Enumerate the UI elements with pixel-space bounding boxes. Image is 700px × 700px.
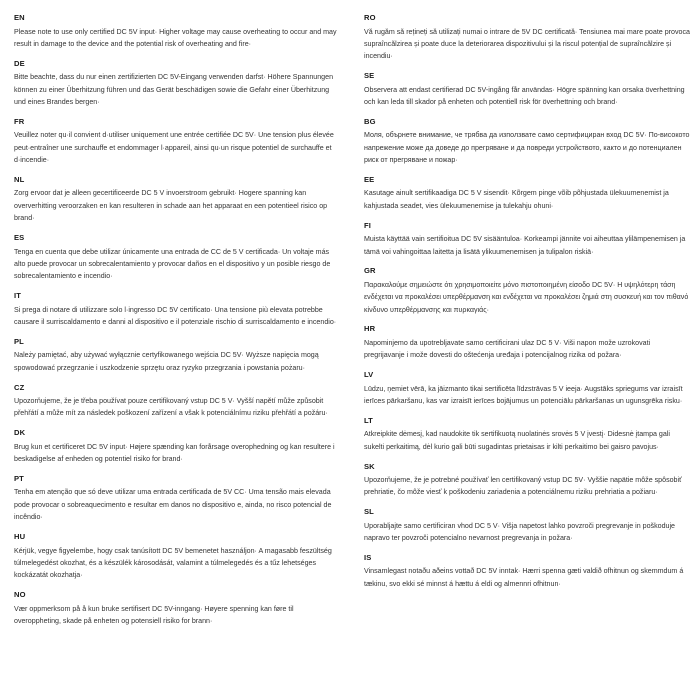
language-section-lv: [364, 369, 690, 407]
language-section-es: [14, 232, 340, 283]
language-code: LT: [364, 415, 373, 425]
language-section-gr: [364, 265, 690, 316]
language-section-fr: [14, 116, 340, 167]
warning-text: Upozorňujeme, že je třeba používat pouze certifikovaný vstup DC 5 V· Vyšší napětí může způsobit přehřátí a může mít za následek poškození zařízení a však k potenciálnímu riziku přehřátí a požáru·: [14, 397, 328, 418]
warning-text: Należy pamiętać, aby używać wyłącznie certyfikowanego wejścia DC 5V· Wyższe napięcia mogą spowodować przegrzanie i uszkodzenie sprzętu oraz ryzyko przegrzania i powstania pożaru·: [14, 351, 319, 372]
warning-text: Kérjük, vegye figyelembe, hogy csak tanúsított DC 5V bemenetet használjon· A magasabb feszültség túlmelegedést okozhat, és a készülék károsodását, valamint a túlmelegedés és a tűz lehetséges kockázatát okozhatja·: [14, 546, 332, 580]
left-column: [14, 12, 340, 700]
language-code: SE: [364, 71, 375, 81]
warning-text: Si prega di notare di utilizzare solo l·ingresso DC 5V certificato· Una tensione più elevata potrebbe causare il surriscaldamento e danni al dispositivo e il potenziale rischio di surriscaldamento e incendio·: [14, 305, 337, 327]
warning-text: Kasutage ainult sertifikaadiga DC 5 V sisendit· Kõrgem pinge võib põhjustada ülekuumenemist ja kahjustada seadet, vies ülekuumenemise ja tulekahju ohuni·: [364, 189, 669, 210]
language-code: BG: [364, 116, 376, 126]
warning-text: Napominjemo da upotrebljavate samo certificirani ulaz DC 5 V· Viši napon može uzrokovati pregrijavanje i može dovesti do oštećenja uređaja i potencijalnog rizika od požara·: [364, 338, 651, 360]
language-section-it: [14, 290, 340, 328]
language-code: PL: [14, 336, 24, 346]
warning-text: Vær oppmerksom på å kun bruke sertifisert DC 5V-inngang· Høyere spenning kan føre til overoppheting, skade på enheten og potensiell risiko for brann·: [14, 604, 294, 626]
language-section-hu: [14, 531, 340, 582]
language-code: NO: [14, 590, 26, 600]
warning-text: Моля, обърнете внимание, че трябва да използвате само сертифициран вход DC 5V· По-високото напрежение може да доведе до прегряване и да повреди устройството, както и до потенциален риск от прегряване и пожар·: [364, 131, 690, 165]
language-section-fi: [364, 220, 690, 258]
language-section-cz: [14, 382, 340, 420]
language-section-se: [364, 70, 690, 108]
warning-text: Lūdzu, ņemiet vērā, ka jāizmanto tikai sertificēta līdzstrāvas 5 V ieeja· Augstāks spriegums var izraisīt ierīces pārkaršanu, kas var izraisīt ierīces bojājumus un potenciālu pārkaršanas un ugunsgrēka risku·: [364, 384, 683, 406]
warning-text: Zorg ervoor dat je alleen gecertificeerde DC 5 V invoerstroom gebruikt· Hogere spanning kan oververhitting veroorzaken en kan resulteren in schade aan het apparaat en een potentieel risico op brand·: [14, 189, 328, 223]
warning-text: Please note to use only certified DC 5V input· Higher voltage may cause overheating to occur and may result in damage to the device and the potential risk of overheating and fire·: [14, 27, 337, 48]
language-code: SK: [364, 461, 375, 471]
warning-text: Uporabljajte samo certificiran vhod DC 5 V· Višja napetost lahko povzroči pregrevanje in poškoduje napravo ter povzroči potencialno nevarnost pregrevanja in požara·: [364, 521, 675, 543]
warning-text: Atkreipkite dėmesį, kad naudokite tik sertifikuotą nuolatinės srovės 5 V įvestį· Didesnė įtampa gali sukelti perkaitimą, dėl kurio gali būti sugadintas prietaisas ir kilti perkaitimo bei gaisro pavojus·: [364, 430, 670, 451]
language-code: HR: [364, 324, 376, 334]
language-code: NL: [14, 174, 25, 184]
language-code: EE: [364, 174, 375, 184]
warning-text: Upozorňujeme, že je potrebné používať len certifikovaný vstup DC 5V· Vyššie napätie môže spôsobiť prehriatie, čo môže viesť k poškodeniu zariadenia a potenciálnemu riziku prehriatia a požiaru·: [364, 476, 682, 497]
language-code: HU: [14, 532, 26, 542]
language-code: FI: [364, 220, 371, 230]
language-code: IS: [364, 552, 372, 562]
language-section-de: [14, 58, 340, 109]
language-code: ES: [14, 233, 25, 243]
language-section-nl: [14, 174, 340, 225]
language-code: LV: [364, 370, 374, 380]
language-code: FR: [14, 116, 25, 126]
language-section-ee: [364, 174, 690, 212]
warning-text: Tenga en cuenta que debe utilizar únicamente una entrada de CC de 5 V certificada· Un voltaje más alto puede provocar un sobrecalentamiento y provocar daños en el dispositivo y un posible riesgo de sobrecalentamiento e incendio·: [14, 247, 331, 281]
warning-text: Observera att endast certifierad DC 5V-ingång får användas· Högre spänning kan orsaka överhettning och kan leda till skador på enheten och potentiell risk för överhettning och brand·: [364, 85, 685, 107]
language-code: PT: [14, 473, 24, 483]
language-code: IT: [14, 291, 21, 301]
language-code: EN: [14, 13, 25, 22]
language-section-pl: [14, 336, 340, 374]
language-section-no: [14, 589, 340, 627]
warning-text: Vă rugăm să rețineți să utilizați numai o intrare de 5V DC certificată· Tensiunea mai mare poate provoca supraîncălzirea și poate duce la deteriorarea dispozitivului și la riscul potențial de supraîncălzire și incendiu·: [364, 27, 690, 61]
language-section-bg: [364, 116, 690, 167]
language-section-sl: [364, 506, 690, 544]
language-section-lt: [364, 415, 690, 453]
language-code: DK: [14, 428, 26, 438]
language-section-pt: [14, 473, 340, 524]
warning-text: Brug kun et certificeret DC 5V input· Højere spænding kan forårsage overophedning og kan resultere i beskadigelse af enheden og potentiel risiko for brand·: [14, 442, 335, 464]
warning-text: Vinsamlegast notaðu aðeins vottað DC 5V inntak· Hærri spenna gæti valdið ofhitnun og skemmdum á tækinu, svo ekki sé minnst á hættu á eldi og almennri ofhitnun·: [364, 567, 684, 588]
language-code: SL: [364, 507, 374, 517]
language-code: RO: [364, 13, 376, 22]
language-section-hr: [364, 323, 690, 361]
language-section-is: [364, 552, 690, 590]
language-section-sk: [364, 461, 690, 499]
right-column: [364, 12, 690, 700]
language-section-en: [14, 12, 340, 50]
warning-text: Muista käyttää vain sertifioitua DC 5V sisääntuloa· Korkeampi jännite voi aiheuttaa ylilämpenemisen ja tämä voi vahingoittaa laitetta ja lisätä ylikuumenemisen ja tulipalon riskiä·: [364, 235, 686, 256]
warning-text: Tenha em atenção que só deve utilizar uma entrada certificada de 5V CC· Uma tensão mais elevada pode provocar o sobreaquecimento e resultar em danos no dispositivo e, ainda, no risco potencial de incêndio·: [14, 488, 332, 522]
language-code: CZ: [14, 382, 25, 392]
language-code: GR: [364, 266, 376, 276]
language-section-ro: [364, 12, 690, 63]
warning-text: Veuillez noter qu·il convient d·utiliser uniquement une entrée certifiée DC 5V· Une tension plus élevée peut·entraîner une surchauffe et endommager l·appareil, ainsi qu·un risque potentiel de surchauffe et d·incendie·: [14, 131, 334, 165]
warning-text: Παρακαλούμε σημειώστε ότι χρησιμοποιείτε μόνο πιστοποιημένη είσοδο DC 5V· Η υψηλότερη τάση ενδέχεται να προκαλέσει υπερθέρμανση και ενδέχεται να προκαλέσει ζημιά στη συσκευή και τον πιθανό κίνδυνο υπερθέρμανσης και πυρκαγιάς·: [364, 280, 689, 314]
language-section-dk: [14, 427, 340, 465]
language-code: DE: [14, 58, 25, 68]
warning-text: Bitte beachte, dass du nur einen zertifizierten DC 5V-Eingang verwenden darfst· Höhere Spannungen können zu einer Überhitzung führen und das Gerät beschädigen sowie die Gefahr einer Überhitzung und eines Brandes bergen·: [14, 73, 334, 107]
